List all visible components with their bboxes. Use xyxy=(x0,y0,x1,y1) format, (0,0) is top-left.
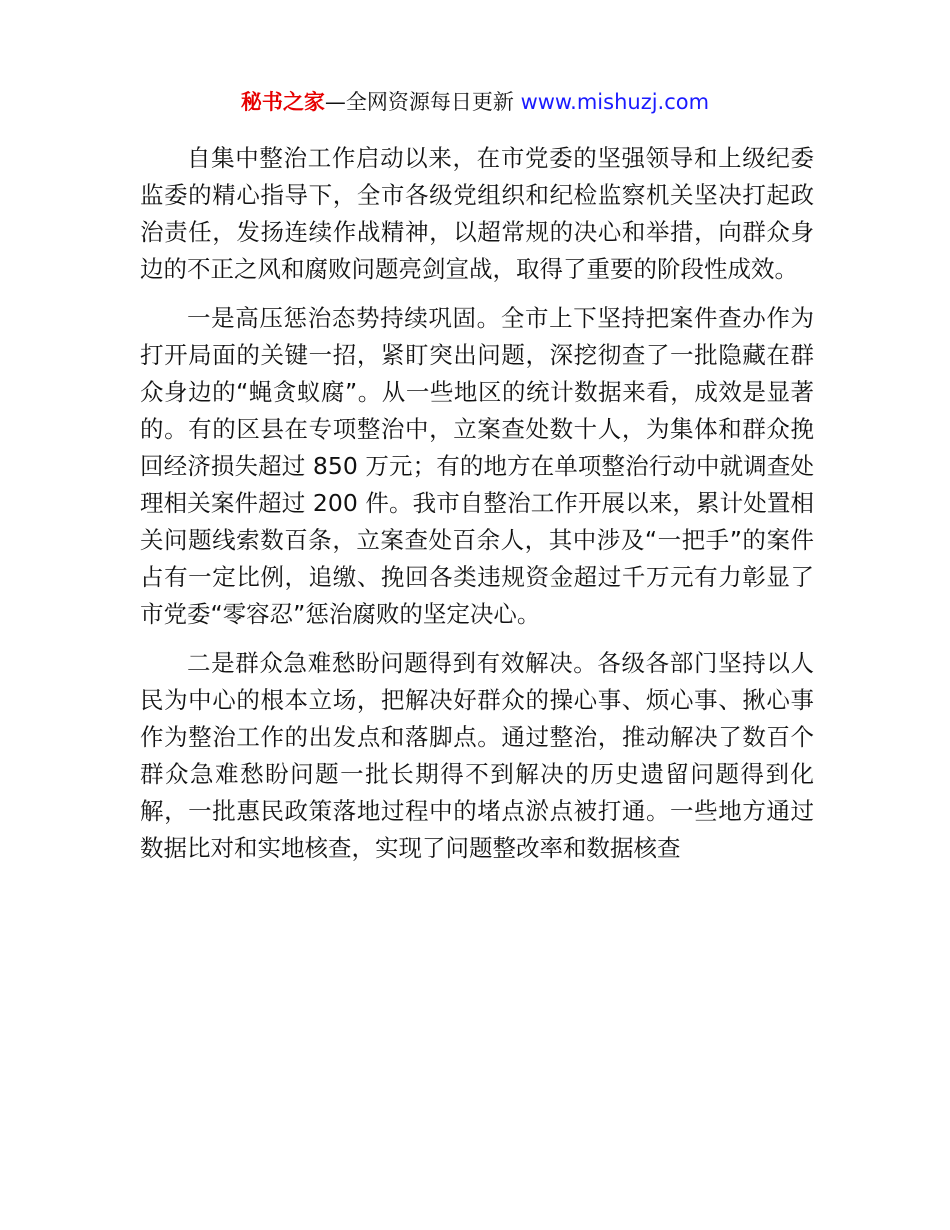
paragraph-point-two: 二是群众急难愁盼问题得到有效解决。各级各部门坚持以人民为中心的根本立场，把解决好群众的操心事、烦心事、揪心事作为整治工作的出发点和落脚点。通过整治，推动解决了数百个群众急难愁盼问题一批长期得不到解决的历史遗留问题得到化解，一批惠民政策落地过程中的堵点淤点被打通。一些地方通过数据比对和实地核查，实现了问题整改率和数据核查 xyxy=(140,649,814,862)
paragraph-point-one: 一是高压惩治态势持续巩固。全市上下坚持把案件查办作为打开局面的关键一招，紧盯突出问题，深挖彻查了一批隐藏在群众身边的“蝇贪蚁腐”。从一些地区的统计数据来看，成效是显著的。有的区县在专项整治中，立案查处数十人，为集体和群众挽回经济损失超过 850 万元；有的地方在单项整治行动中就调查处理相关案件超过 200 件。我市自整治工作开展以来，累计处置相关问题线索数百条，立案查处百余人，其中涉及“一把手”的案件占有一定比例，追缴、挽回各类违规资金超过千万元有力彰显了市党委“零容忍”惩治腐败的坚定决心。 xyxy=(140,304,814,628)
header-tagline: —全网资源每日更新 xyxy=(324,90,521,114)
document-body xyxy=(140,140,814,879)
website-link[interactable]: www.mishuzj.com xyxy=(520,90,710,114)
brand-name: 秘书之家 xyxy=(240,90,325,114)
page-header xyxy=(0,84,950,120)
paragraph-intro: 自集中整治工作启动以来，在市党委的坚强领导和上级纪委监委的精心指导下，全市各级党组织和纪检监察机关坚决打起政治责任，发扬连续作战精神，以超常规的决心和举措，向群众身边的不正之风和腐败问题亮剑宣战，取得了重要的阶段性成效。 xyxy=(140,144,814,283)
